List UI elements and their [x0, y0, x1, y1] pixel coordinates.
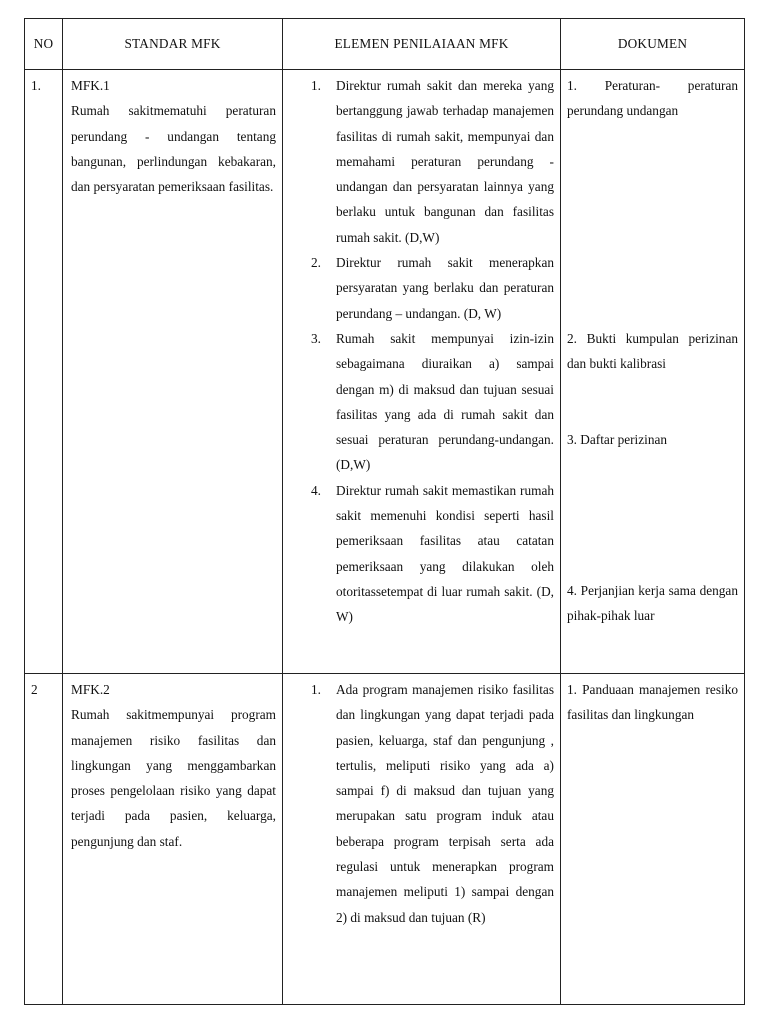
standard-cell: [63, 674, 283, 1005]
documents-cell: [561, 70, 745, 674]
document-item: 2. Bukti kumpulan perizinan dan bukti kalibrasi: [567, 331, 738, 372]
document-item: 3. Daftar perizinan: [567, 432, 668, 447]
element-text: Direktur rumah sakit dan mereka yang bertanggung jawab terhadap manajemen fasilitas di rumah sakit, mempunyai dan memahami peraturan perundang - undangan dan persyaratan lainnya yang berlaku untuk bangunan dan fasilitas rumah sakit. (D,W): [336, 78, 554, 245]
list-item: [283, 326, 554, 478]
elements-list: [283, 674, 560, 930]
header-elements: ELEMEN PENILAIAAN MFK: [283, 19, 561, 70]
list-item: [283, 73, 554, 250]
elements-list: [283, 70, 560, 630]
element-text: Direktur rumah sakit memastikan rumah sakit memenuhi kondisi seperti hasil pemeriksaan fasilitas atau catatan pemeriksaan yang dilakukan oleh otoritassetempat di luar rumah sakit. (D, W): [336, 482, 554, 625]
element-number: 3.: [311, 330, 321, 346]
standard-text: Rumah sakitmempunyai program manajemen risiko fasilitas dan lingkungan yang menggambarkan proses pengelolaan risiko yang dapat terjadi pada pasien, keluarga, pengunjung dan staf.: [71, 707, 276, 849]
element-text: Direktur rumah sakit menerapkan persyaratan yang berlaku dan peraturan perundang – undangan. (D, W): [336, 255, 554, 321]
table-header-row: [25, 19, 745, 70]
element-text: Ada program manajemen risiko fasilitas dan lingkungan yang dapat terjadi pada pasien, keluarga, staf dan pengunjung , tertulis, meliputi risiko yang ada a) sampai f) di maksud dan tujuan yang merupakan satu program induk atau beberapa program terpisah serta ada regulasi untuk menerapkan program manajemen meliputi 1) sampai dengan 2) di maksud dan tujuan (R): [336, 682, 554, 925]
list-item: [283, 478, 554, 630]
row-number: 2: [25, 674, 63, 1005]
mfk-assessment-table: [24, 18, 745, 1005]
table-row: [25, 70, 745, 674]
table-row: [25, 674, 745, 1005]
elements-cell: [283, 70, 561, 674]
row-number: 1.: [25, 70, 63, 674]
header-documents: DOKUMEN: [561, 19, 745, 70]
standard-text: Rumah sakitmematuhi peraturan perundang - undangan tentang bangunan, perlindungan kebakaran, dan persyaratan pemeriksaan fasilitas.: [71, 103, 276, 195]
standard-cell: [63, 70, 283, 674]
element-text: Rumah sakit mempunyai izin-izin sebagaimana diuraikan a) sampai dengan m) di maksud dan tujuan sesuai fasilitas yang ada di rumah sakit dan sesuai peraturan perundang-undangan. (D,W): [336, 330, 554, 473]
element-number: 4.: [311, 482, 321, 498]
header-standard: STANDAR MFK: [63, 19, 283, 70]
document-item: 1. Peraturan- peraturan perundang undangan: [567, 78, 738, 119]
list-item: [283, 677, 554, 930]
standard-code: MFK.1: [71, 78, 110, 93]
element-number: 1.: [311, 78, 321, 93]
documents-cell: [561, 674, 745, 1005]
standard-code: MFK.2: [71, 682, 110, 697]
header-no: NO: [25, 19, 63, 70]
elements-cell: [283, 674, 561, 1005]
document-item: 4. Perjanjian kerja sama dengan pihak-pihak luar: [567, 583, 738, 624]
element-number: 2.: [311, 255, 321, 271]
document-item: 1. Panduaan manajemen resiko fasilitas dan lingkungan: [567, 682, 738, 723]
element-number: 1.: [311, 682, 321, 697]
list-item: [283, 250, 554, 326]
